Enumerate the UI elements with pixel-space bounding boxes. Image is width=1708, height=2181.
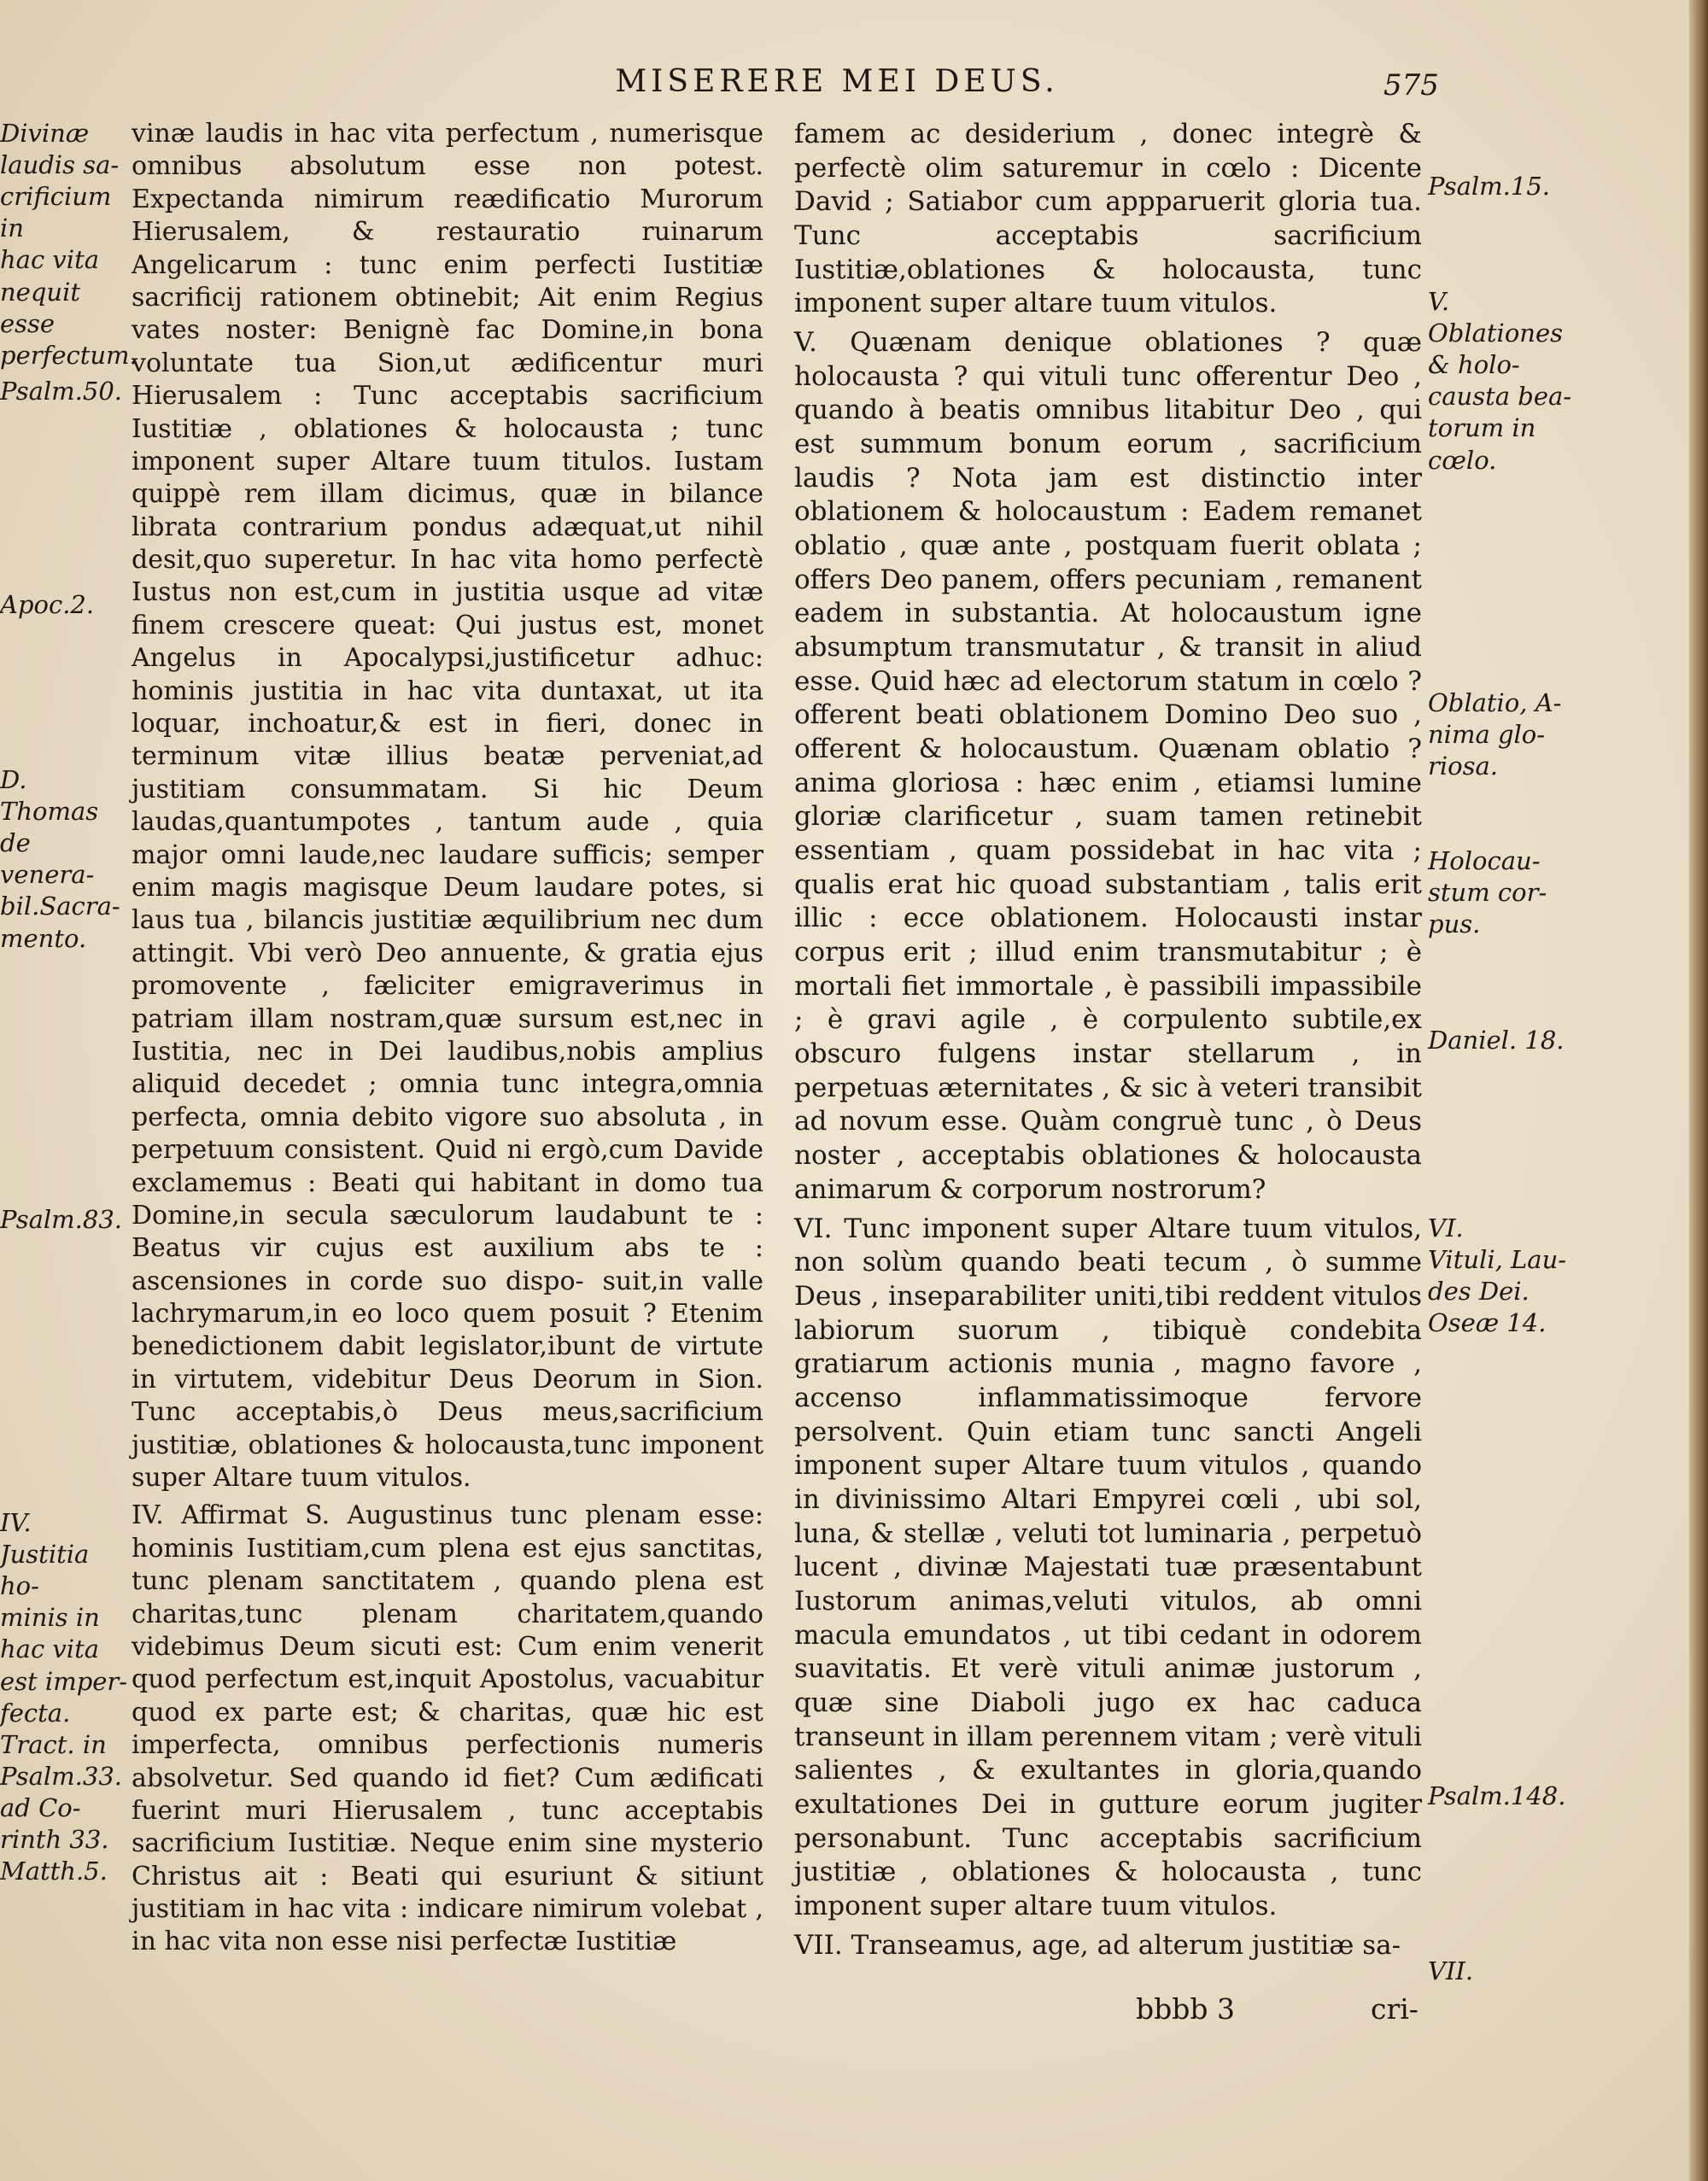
- margin-note-right-2: V. Oblationes & holo- causta bea- torum in cœlo.: [1428, 287, 1572, 475]
- margin-note-right-4: Holocau- stum cor- pus.: [1428, 846, 1547, 939]
- paragraph: vinæ laudis in hac vita perfectum , numerisque omnibus absolutum esse non potest. Expectanda nimirum reædificatio Murorum Hierusalem, & restauratio ruinarum Angelicarum : tunc enim perfecti Iustitiæ sacrificij rationem obtinebit; Ait enim Regius vates noster: Benignè fac Domine,in bona voluntate tua Sion,ut ædificentur muri Hierusalem : Tunc acceptabis sacrificium Iustitiæ , oblationes & holocausta ; tunc imponent super Altare tuum titulos. Iustam quippè rem illam dicimus, quæ in bilance librata contrarium pondus adæquat,ut nihil desit,quo superetur. In hac vita homo perfectè Iustus non est,cum in justitia usque ad vitæ finem crescere queat: Qui justus est, monet Angelus in Apocalypsi,justificetur adhuc: hominis justitia in hac vita duntaxat, ut ita loquar, inchoatur,& est in fieri, donec in terminum vitæ illius beatæ perveniat,ad justitiam consummatam. Si hic Deum laudas,quantumpotes , tantum aude , quia major omni laude,nec laudare sufficis; semper enim magis magisque Deum laudare potes, si laus tua , bilancis justitiæ æquilibrium nec dum attingit. Vbi verò Deo annuente, & gratia ejus promovente , fæliciter emigraverimus in patriam illam nostram,quæ sursum est,nec in Iustitia, nec in Dei laudibus,nobis amplius aliquid decedet ; omnia tunc integra,omnia perfecta, omnia debito vigore suo absoluta , in perpetuum consistent. Quid ni ergò,cum Davide exclamemus : Beati qui habitant in domo tua Domine,in secula sæculorum laudabunt te : Beatus vir cujus est auxilium abs te : ascensiones in corde suo dispo- suit,in valle lachrymarum,in eo loco quem posuit ? Etenim benedictionem dabit legislator,ibunt de virtute in virtutem, videbitur Deus Deorum in Sion. Tunc acceptabis,ò Deus meus,sacrificium justitiæ, oblationes & holocausta,tunc imponent super Altare tuum vitulos.: [132, 119, 763, 1494]
- page-edge: [1689, 0, 1708, 2181]
- margin-note-left-6: IV. Justitia ho- minis in hac vita est imper- fecta. Tract. in Psalm.33. ad Co- rinth 33. Matth.5.: [0, 1508, 128, 1886]
- catchword: cri-: [1371, 1992, 1418, 2026]
- margin-note-left-1: Divinæ laudis sa- crificium in hac vita nequit esse perfectum.: [0, 119, 137, 370]
- page-number: 575: [1383, 68, 1439, 102]
- margin-note-right-7: Psalm.148.: [1428, 1781, 1566, 1810]
- paragraph: VII. Transeamus, age, ad alterum justitiæ sa-: [794, 1929, 1401, 1961]
- margin-note-right-1: Psalm.15.: [1428, 172, 1551, 201]
- text-column-left: [132, 118, 763, 1964]
- text-column-right: [794, 118, 1422, 1968]
- margin-note-left-4: D. Thomas de venera- bil.Sacra- mento.: [0, 765, 120, 953]
- margin-note-right-5: Daniel. 18.: [1428, 1026, 1565, 1055]
- margin-note-right-8: VII.: [1428, 1956, 1474, 1985]
- margin-note-left-2: Psalm.50.: [0, 377, 123, 406]
- running-head: MISERERE MEI DEUS.: [615, 64, 1059, 99]
- margin-note-right-3: Oblatio, A- nima glo- riosa.: [1428, 688, 1562, 781]
- margin-note-left-5: Psalm.83.: [0, 1205, 123, 1234]
- signature-mark: bbbb 3: [1136, 1992, 1235, 2026]
- paragraph: VI. Tunc imponent super Altare tuum vitulos, non solùm quando beati tecum , ò summe Deus , inseparabiliter uniti,tibi reddent vitulos labiorum suorum , tibiquè condebita gratiarum actionis munia , magno favore , accenso inflammatissimoque fervore persolvent. Quin etiam tunc sancti Angeli imponent super Altare tuum vitulos , quando in divinissimo Altari Empyrei cœli , ubi sol, luna, & stellæ , veluti tot luminaria , perpetuò lucent , divinæ Majestati tuæ præsentabunt Iustorum animas,veluti vitulos, ab omni macula emundatos , ut tibi cedant in odorem suavitatis. Et verè vituli animæ justorum , quæ sine Diaboli jugo ex hac caduca transeunt in illam perennem vitam ; verè vituli salientes , & exultantes in gloria,quando exultationes Dei in gutture eorum jugiter personabunt. Tunc acceptabis sacrificium justitiæ , oblationes & holocausta , tunc imponent super altare tuum vitulos.: [794, 1213, 1422, 1921]
- paragraph: IV. Affirmat S. Augustinus tunc plenam esse: hominis Iustitiam,cum plena est ejus sanctitas, tunc plenam sanctitatem , quando plena est charitas,tunc plenam charitatem,quando videbimus Deum sicuti est: Cum enim venerit quod perfectum est,inquit Apostolus, vacuabitur quod ex parte est; & charitas, quæ hic est imperfecta, omnibus perfectionis numeris absolvetur. Sed quando id fiet? Cum ædificati fuerint muri Hierusalem , tunc acceptabis sacrificium Iustitiæ. Neque enim sine mysterio Christus ait : Beati qui esuriunt & sitiunt justitiam in hac vita : indicare nimirum volebat , in hac vita non esse nisi perfectæ Iustitiæ: [132, 1500, 763, 1957]
- margin-note-right-6: VI. Vituli, Lau- des Dei. Oseæ 14.: [1428, 1213, 1567, 1338]
- margin-note-left-3: Apoc.2.: [0, 590, 95, 619]
- paragraph: V. Quænam denique oblationes ? quæ holocausta ? qui vituli tunc offerentur Deo , quando à beatis omnibus litabitur Deo , qui est summum bonum eorum , sacrificium laudis ? Nota jam est distinctio inter oblationem & holocaustum : Eadem remanet oblatio , quæ ante , postquam fuerit oblata ; offers Deo panem, offers pecuniam , remanent eadem in substantia. At holocaustum igne absumptum transmutatur , & transit in aliud esse. Quid hæc ad electorum statum in cœlo ? offerent beati oblationem Domino Deo suo , offerent & holocaustum. Quænam oblatio ? anima gloriosa : hæc enim , etiamsi lumine gloriæ clarificetur , suam tamen retinebit essentiam , quam possidebat in hac vita ; qualis erat hic quoad substantiam , talis erit illic : ecce oblationem. Holocausti instar corpus erit ; illud enim transmutabitur ; è mortali fiet immortale , è passibili impassibile ; è gravi agile , è corpulento subtile,ex obscuro fulgens instar stellarum , in perpetuas æternitates , & sic à veteri transibit ad novum esse. Quàm congruè tunc , ò Deus noster , acceptabis oblationes & holocausta animarum & corporum nostrorum?: [794, 327, 1422, 1205]
- paragraph: famem ac desiderium , donec integrè & perfectè olim saturemur in cœlo : Dicente David ; Satiabor cum appparuerit gloria tua. Tunc acceptabis sacrificium Iustitiæ,oblationes & holocausta, tunc imponent super altare tuum vitulos.: [794, 119, 1422, 319]
